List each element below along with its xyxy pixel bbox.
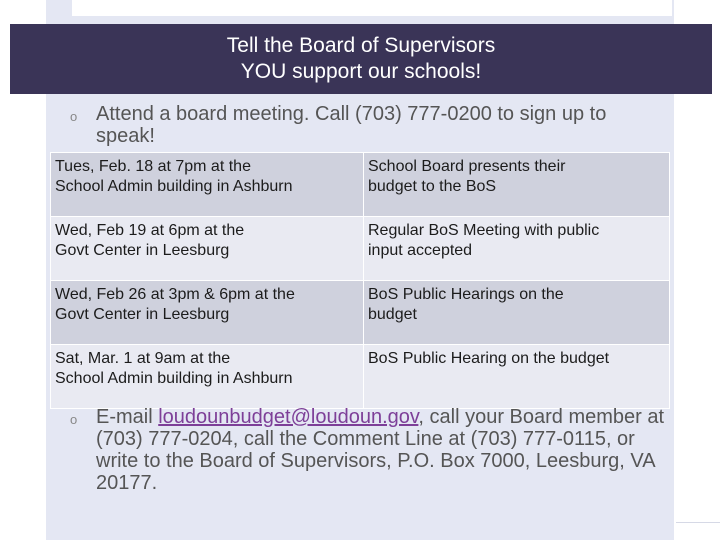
event-when-cell: [51, 153, 364, 217]
bottom-right-corner: [676, 522, 720, 541]
event-what-line-2: input accepted: [368, 242, 473, 259]
table-row: [51, 281, 670, 345]
event-when-cell: [51, 345, 364, 409]
contact-details: , call your Board member at (703) 777-0204, call the Comment Line at (703) 777-0115, or write to the Board of Supervisors, P.O. Box 7000, Leesburg, VA 20177.: [96, 406, 665, 494]
event-what-line-1: BoS Public Hearing on the budget: [368, 350, 610, 367]
email-link[interactable]: loudounbudget@loudoun.gov: [158, 406, 419, 428]
table-row: [51, 345, 670, 409]
event-when-line-2: Govt Center in Leesburg: [55, 242, 230, 259]
event-what-cell: [364, 345, 670, 409]
event-when-line-2: School Admin building in Ashburn: [55, 370, 293, 387]
event-what-cell: [364, 153, 670, 217]
event-when-line-1: Tues, Feb. 18 at 7pm at the: [55, 158, 251, 175]
events-table: [50, 152, 670, 409]
bullet-marker: o: [70, 109, 78, 124]
event-what-line-1: Regular BoS Meeting with public: [368, 222, 600, 239]
event-what-cell: [364, 217, 670, 281]
bullet-attend-meeting: [70, 103, 666, 151]
event-when-line-2: School Admin building in Ashburn: [55, 178, 293, 195]
event-when-line-1: Wed, Feb 26 at 3pm & 6pm at the: [55, 286, 295, 303]
event-what-line-1: School Board presents their: [368, 158, 566, 175]
title-banner: [10, 24, 712, 94]
email-prefix: E-mail: [96, 406, 159, 428]
event-what-line-1: BoS Public Hearings on the: [368, 286, 564, 303]
event-when-cell: [51, 217, 364, 281]
event-when-cell: [51, 281, 364, 345]
bullet-contact-text: [96, 406, 666, 494]
event-when-line-2: Govt Center in Leesburg: [55, 306, 230, 323]
banner-line-2: YOU support our schools!: [240, 60, 482, 83]
event-when-line-1: Wed, Feb 19 at 6pm at the: [55, 222, 245, 239]
bullet-attend-text: Attend a board meeting. Call (703) 777-0200 to sign up to speak!: [96, 103, 607, 147]
banner-line-1: Tell the Board of Supervisors: [226, 34, 496, 57]
bullet-contact: [70, 406, 666, 502]
table-row: [51, 153, 670, 217]
event-what-cell: [364, 281, 670, 345]
event-what-line-2: budget: [368, 306, 417, 323]
table-row: [51, 217, 670, 281]
event-what-line-2: budget to the BoS: [368, 178, 497, 195]
event-when-line-1: Sat, Mar. 1 at 9am at the: [55, 350, 231, 367]
bullet-marker: o: [70, 412, 78, 427]
top-edge-strip: [72, 0, 672, 16]
